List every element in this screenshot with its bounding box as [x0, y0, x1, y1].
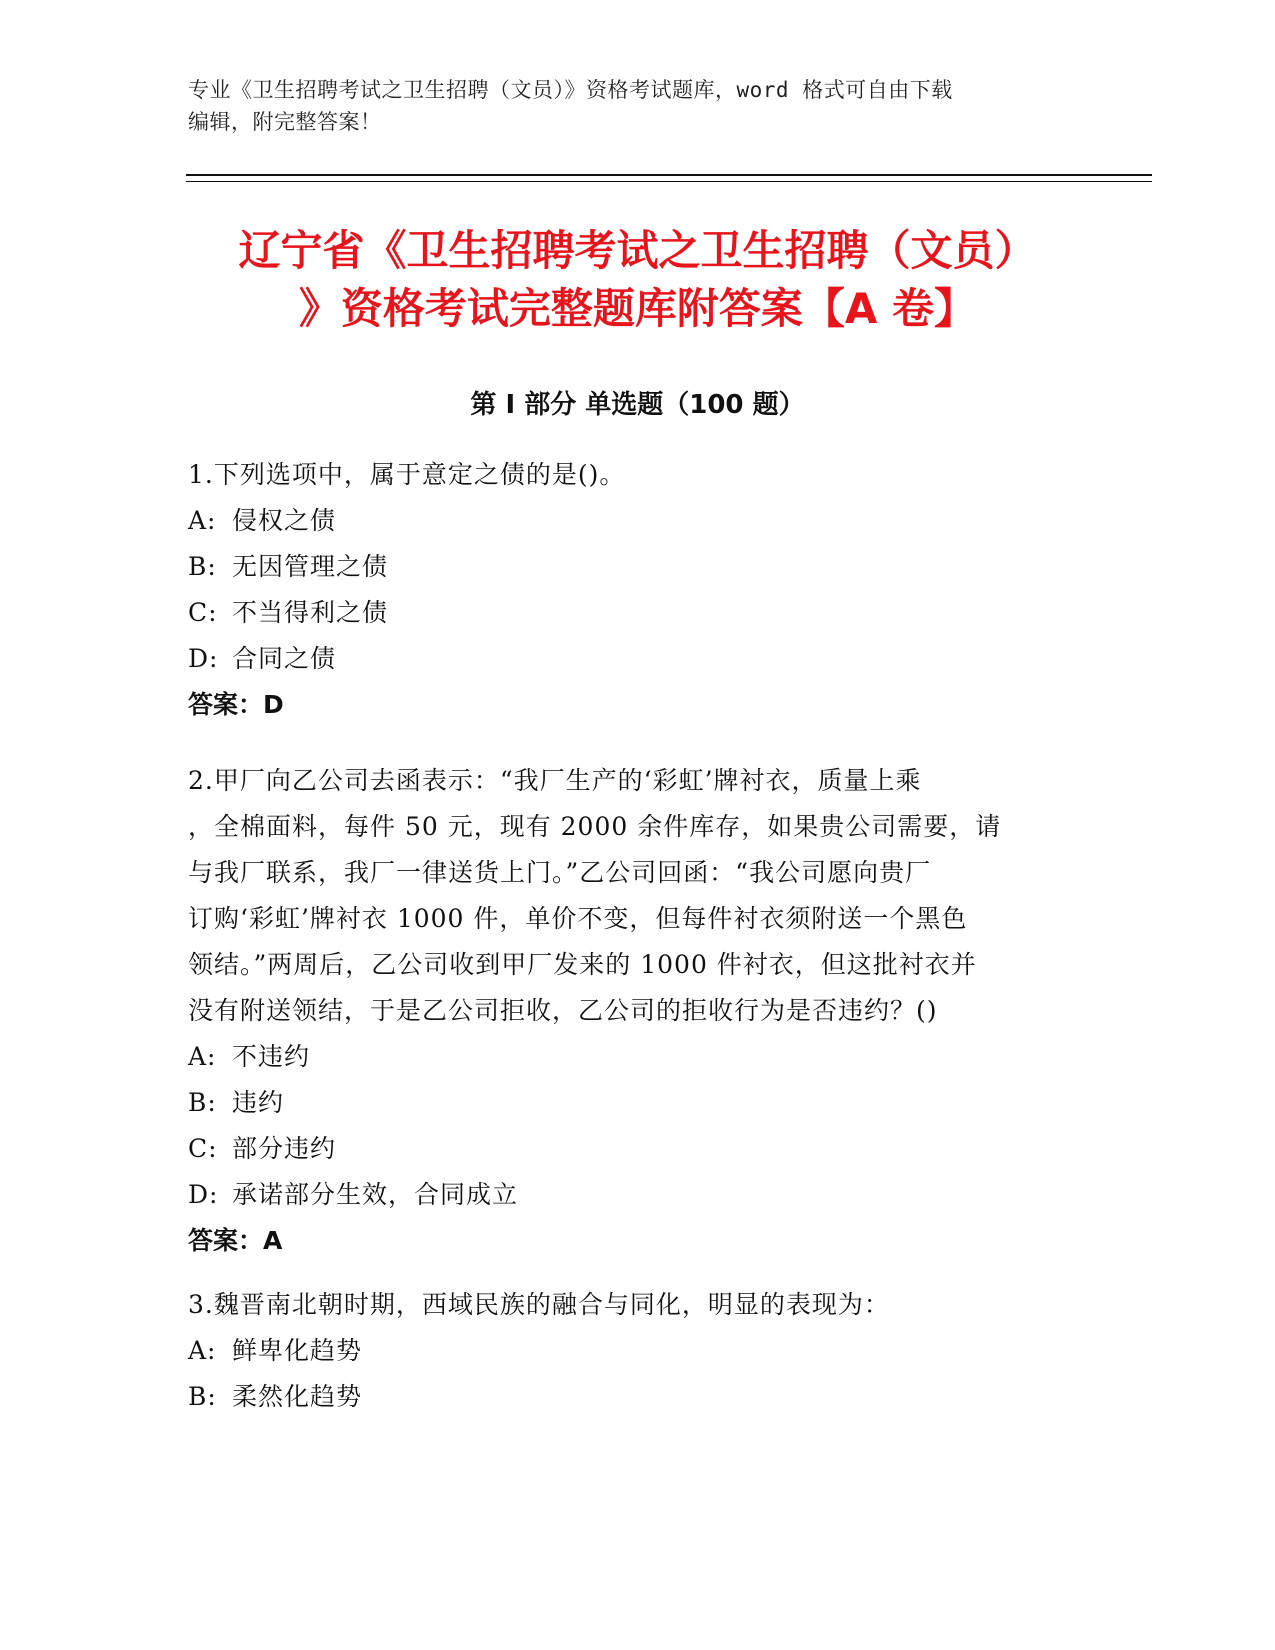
question-3	[188, 1282, 1068, 1420]
option-text: 侵权之债	[232, 506, 337, 535]
question-1-option-d	[188, 636, 1068, 682]
option-text: 不当得利之债	[232, 598, 389, 627]
question-3-option-b	[188, 1374, 1068, 1420]
option-letter: B:	[188, 1382, 217, 1411]
option-letter: D:	[188, 1180, 219, 1209]
question-1-option-c	[188, 590, 1068, 636]
option-letter: A:	[188, 1042, 217, 1071]
question-2-text-line-4: 订购‘彩虹’牌衬衣 1000 件，单价不变，但每件衬衣须附送一个黑色	[188, 904, 968, 933]
question-2-text-line-1: 2.甲厂向乙公司去函表示：“我厂生产的‘彩虹’牌衬衣，质量上乘	[188, 766, 922, 795]
question-2-answer: 答案：A	[188, 1226, 283, 1255]
question-2-text-line-2: ，全棉面料，每件 50 元，现有 2000 余件库存，如果贵公司需要，请	[188, 812, 1002, 841]
option-text: 柔然化趋势	[232, 1382, 363, 1411]
option-text: 部分违约	[232, 1134, 337, 1163]
option-letter: D:	[188, 644, 219, 673]
question-1	[188, 452, 1068, 728]
document-title	[130, 222, 1145, 338]
header-divider-thin	[186, 181, 1152, 182]
option-letter: A:	[188, 506, 217, 535]
header-note-line-1: 专业《卫生招聘考试之卫生招聘（文员）》资格考试题库，word 格式可自由下载	[188, 78, 953, 102]
option-text: 无因管理之债	[232, 552, 389, 581]
question-3-option-a	[188, 1328, 1068, 1374]
question-2-option-c	[188, 1126, 1068, 1172]
question-1-option-b	[188, 544, 1068, 590]
question-2-text-line-3: 与我厂联系，我厂一律送货上门。”乙公司回函：“我公司愿向贵厂	[188, 858, 932, 887]
header-note-line-2: 编辑，附完整答案！	[188, 110, 382, 134]
question-1-answer: 答案：D	[188, 690, 284, 719]
question-2	[188, 758, 1068, 1264]
option-text: 鲜卑化趋势	[232, 1336, 363, 1365]
question-2-option-b	[188, 1080, 1068, 1126]
option-letter: B:	[188, 1088, 217, 1117]
document-title-line-2: 》资格考试完整题库附答案【A 卷】	[298, 284, 977, 333]
question-2-text-line-6: 没有附送领结，于是乙公司拒收，乙公司的拒收行为是否违约？()	[188, 996, 938, 1025]
question-2-option-d	[188, 1172, 1068, 1218]
option-letter: C:	[188, 598, 218, 627]
option-text: 合同之债	[232, 644, 337, 673]
option-letter: C:	[188, 1134, 218, 1163]
question-2-option-a	[188, 1034, 1068, 1080]
option-letter: B:	[188, 552, 217, 581]
option-text: 承诺部分生效，合同成立	[232, 1180, 519, 1209]
document-title-line-1: 辽宁省《卫生招聘考试之卫生招聘（文员）	[238, 226, 1037, 275]
section-title: 第 I 部分 单选题（100 题）	[470, 390, 805, 420]
option-letter: A:	[188, 1336, 217, 1365]
question-1-text: 1.下列选项中，属于意定之债的是()。	[188, 460, 626, 489]
question-1-option-a	[188, 498, 1068, 544]
header-divider-thick	[186, 174, 1152, 176]
header-note	[188, 74, 1088, 138]
option-text: 不违约	[232, 1042, 311, 1071]
question-2-text-line-5: 领结。”两周后，乙公司收到甲厂发来的 1000 件衬衣，但这批衬衣并	[188, 950, 977, 979]
option-text: 违约	[232, 1088, 285, 1117]
question-3-text: 3.魏晋南北朝时期，西域民族的融合与同化，明显的表现为：	[188, 1290, 890, 1319]
